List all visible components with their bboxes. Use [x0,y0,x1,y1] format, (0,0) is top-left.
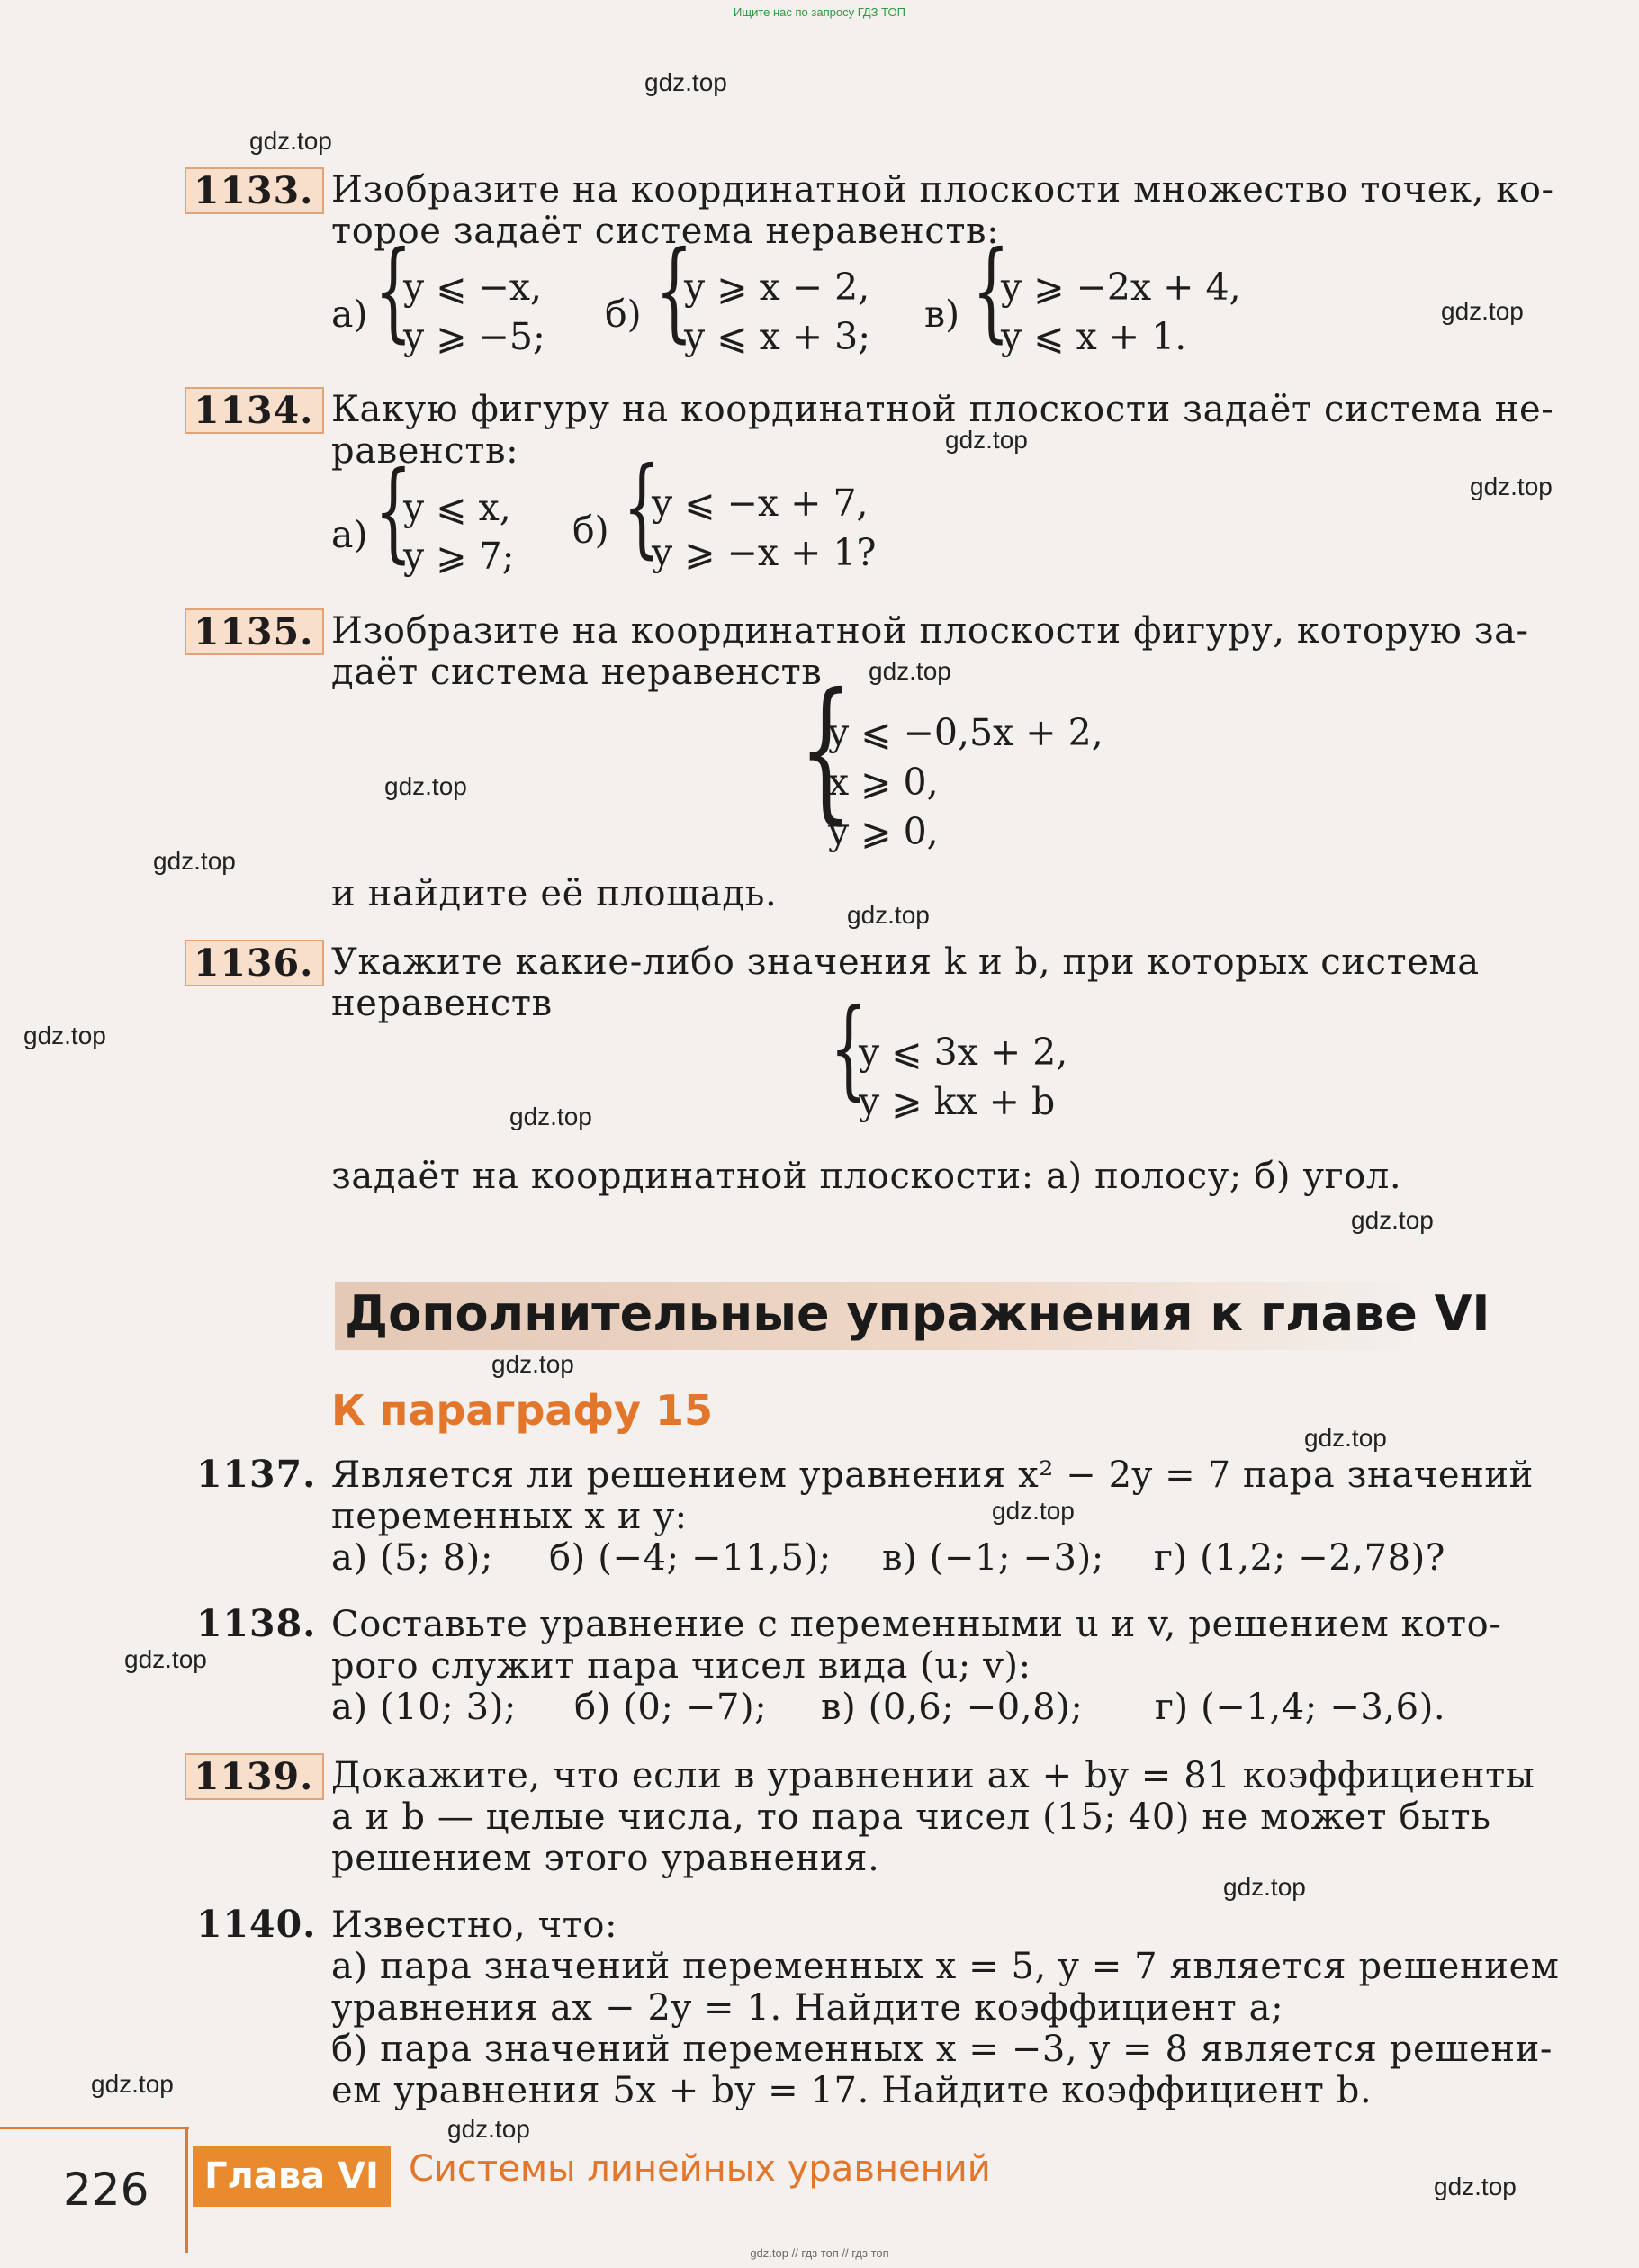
exercise-text: Составьте уравнение с переменными u и v, решением кото- [331,1604,1502,1645]
exercise-text: б) пара значений переменных x = −3, y = 8 является решени- [331,2029,1553,2070]
exercise-text: равенств: [331,430,519,472]
exercise-number: 1139. [185,1753,324,1800]
bottom-banner: gdz.top // гдз топ // гдз топ [750,2246,889,2260]
watermark: gdz.top [1470,472,1553,500]
exercise-text: уравнения ax − 2y = 1. Найдите коэффициент a; [331,1987,1284,2029]
exercise-text: переменных x и y: [331,1496,688,1537]
answer-option: а) (5; 8); [331,1537,493,1579]
inequality: y ⩽ x + 1. [1001,315,1187,358]
exercise-text: торое задаёт система неравенств: [331,211,1000,252]
option-label: в) [924,292,960,336]
exercise-number: 1140. [196,1903,317,1946]
answer-option: в) (−1; −3); [882,1537,1104,1579]
watermark: gdz.top [23,1022,106,1049]
exercise-number: 1135. [185,608,324,655]
watermark: gdz.top [847,901,930,929]
inequality: y ⩽ −0,5x + 2, [828,711,1103,754]
watermark: gdz.top [869,657,951,685]
answer-option: г) (1,2; −2,78)? [1154,1537,1445,1579]
exercise-number: 1137. [196,1453,317,1496]
exercise-text: Является ли решением уравнения x² − 2y = 7 пара значений [331,1454,1534,1496]
option-label: а) [331,292,368,336]
brace: { [374,449,412,574]
exercise-text: a и b — целые числа, то пара чисел (15; 40) не может быть [331,1796,1491,1838]
brace: { [655,229,693,354]
watermark: gdz.top [992,1497,1075,1525]
answer-option: а) (10; 3); [331,1687,517,1728]
exercise-number: 1133. [185,167,324,214]
exercise-text: ем уравнения 5x + by = 17. Найдите коэффициент b. [331,2070,1373,2111]
inequality: y ⩽ −x, [403,266,543,309]
brace: { [830,986,868,1112]
exercise-text: задаёт на координатной плоскости: а) полосу; б) угол. [331,1156,1402,1197]
inequality: y ⩽ x + 3; [684,315,871,358]
exercise-text: неравенств [331,983,553,1024]
inequality: y ⩾ −2x + 4, [1001,266,1241,309]
exercise-text: рого служит пара чисел вида (u; v): [331,1645,1031,1687]
watermark: gdz.top [249,127,332,155]
inequality: y ⩾ 7; [403,535,515,578]
inequality: y ⩽ x, [403,486,511,529]
paragraph-title: К параграфу 15 [331,1386,714,1435]
chapter-name: Системы линейных уравнений [409,2148,991,2190]
option-label: б) [605,292,642,336]
watermark: gdz.top [1441,297,1524,325]
brace: { [799,661,853,839]
inequality: y ⩽ 3x + 2, [859,1030,1068,1074]
footer-divider [185,2127,188,2253]
watermark: gdz.top [509,1102,592,1130]
exercise-number: 1136. [185,940,324,986]
watermark: gdz.top [491,1350,574,1378]
watermark: gdz.top [91,2070,174,2098]
watermark: gdz.top [153,847,236,875]
answer-option: в) (0,6; −0,8); [821,1687,1084,1728]
exercise-text: решением этого уравнения. [331,1838,880,1879]
exercise-text: Укажите какие-либо значения k и b, при которых система [331,941,1480,983]
watermark: gdz.top [945,426,1028,454]
inequality: y ⩾ x − 2, [684,266,870,309]
exercise-text: Изобразите на координатной плоскости множество точек, ко- [331,169,1554,211]
top-banner: Ищите нас по запросу ГДЗ ТОП [734,5,905,19]
watermark: gdz.top [1351,1206,1434,1234]
exercise-text: а) пара значений переменных x = 5, y = 7 является решением [331,1946,1560,1987]
exercise-text: и найдите её площадь. [331,873,778,914]
chapter-badge: Глава VI [193,2146,391,2207]
exercise-text: даёт система неравенств [331,652,823,693]
exercise-text: Известно, что: [331,1904,618,1946]
brace: { [972,229,1010,354]
brace: { [623,445,661,570]
exercise-text: Какую фигуру на координатной плоскости задаёт система не- [331,389,1554,430]
inequality: y ⩾ −5; [403,315,545,358]
answer-option: б) (0; −7); [574,1687,768,1728]
inequality: y ⩾ kx + b [859,1080,1056,1123]
option-label: а) [331,513,368,556]
watermark: gdz.top [644,68,727,96]
watermark: gdz.top [384,772,467,800]
watermark: gdz.top [1434,2173,1517,2200]
inequality: y ⩽ −x + 7, [652,482,869,525]
brace: { [374,229,412,354]
exercise-number: 1134. [185,387,324,434]
inequality: y ⩾ −x + 1? [652,531,877,574]
answer-option: г) (−1,4; −3,6). [1155,1687,1446,1728]
watermark: gdz.top [124,1645,207,1673]
exercise-text: Изобразите на координатной плоскости фигуру, которую за- [331,610,1529,652]
footer-divider [0,2127,189,2129]
answer-option: б) (−4; −11,5); [549,1537,832,1579]
watermark: gdz.top [447,2115,530,2143]
inequality: y ⩾ 0, [828,810,939,853]
inequality: x ⩾ 0, [828,760,939,804]
exercise-number: 1138. [196,1602,317,1645]
watermark: gdz.top [1304,1424,1387,1452]
chapter-title: Дополнительные упражнения к главе VI [345,1285,1490,1342]
watermark: gdz.top [1223,1873,1306,1901]
option-label: б) [572,508,609,552]
page-number: 226 [63,2164,149,2216]
exercise-text: Докажите, что если в уравнении ax + by = 81 коэффициенты [331,1755,1535,1796]
